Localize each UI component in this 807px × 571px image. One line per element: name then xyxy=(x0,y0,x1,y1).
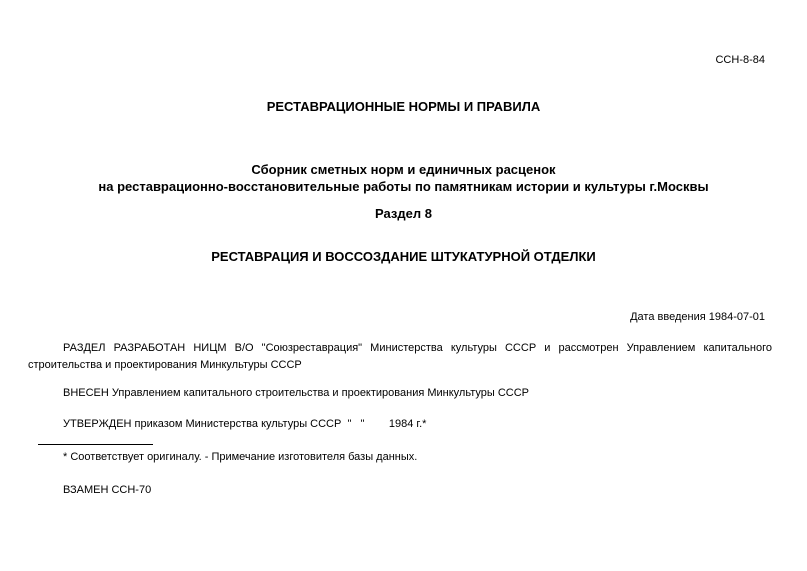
introduced-by-paragraph: ВНЕСЕН Управлением капитального строительства и проектирования Минкультуры СССР xyxy=(63,387,530,399)
document-code: ССН-8-84 xyxy=(715,54,765,66)
developed-by-paragraph: РАЗДЕЛ РАЗРАБОТАН НИЦМ В/О "Союзреставрация" Министерства культуры СССР и рассмотрен Управлением капитального строительства и проектирования Минкультуры СССР xyxy=(28,342,772,371)
collection-title-line-2: на реставрационно-восстановительные работы по памятникам истории и культуры г.Москвы xyxy=(98,179,709,194)
subject-title: РЕСТАВРАЦИЯ И ВОССОЗДАНИЕ ШТУКАТУРНОЙ ОТДЕЛКИ xyxy=(211,249,596,264)
approved-by-paragraph: УТВЕРЖДЕН приказом Министерства культуры СССР " " 1984 г.* xyxy=(63,418,427,430)
collection-title xyxy=(0,161,807,195)
introduction-date: Дата введения 1984-07-01 xyxy=(630,311,765,323)
section-title: Раздел 8 xyxy=(375,206,432,221)
replaces-paragraph: ВЗАМЕН ССН-70 xyxy=(63,484,152,496)
collection-title-line-1: Сборник сметных норм и единичных расценок xyxy=(251,162,556,177)
footnote-note: * Соответствует оригиналу. - Примечание изготовителя базы данных. xyxy=(63,451,418,463)
footnote-divider xyxy=(38,444,153,445)
main-title: РЕСТАВРАЦИОННЫЕ НОРМЫ И ПРАВИЛА xyxy=(266,99,541,114)
